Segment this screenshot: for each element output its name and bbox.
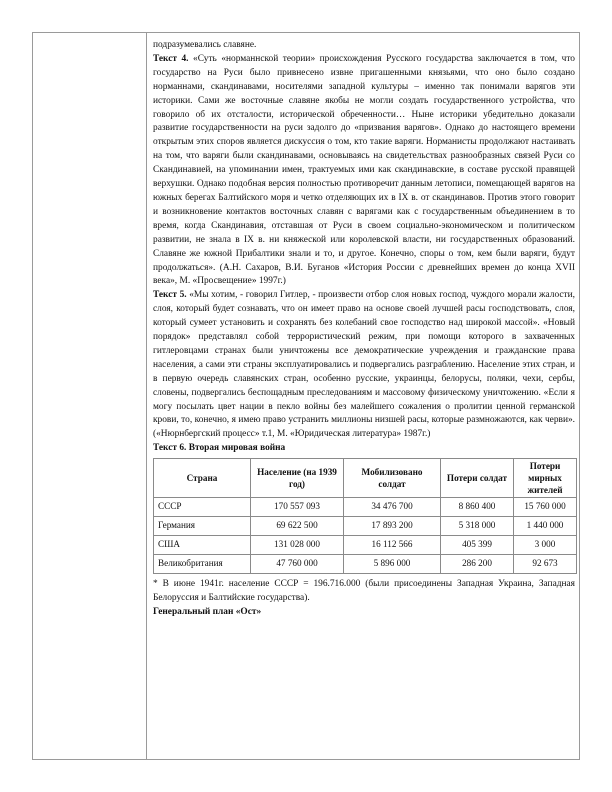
text5-paragraph — [153, 289, 575, 442]
cell-civilian-losses: 1 440 000 — [514, 517, 577, 536]
content-column — [153, 39, 575, 620]
cell-soldier-losses: 8 860 400 — [441, 498, 514, 517]
table-footnote: * В июне 1941г. население СССР = 196.716.000 (были присоединены Западная Украина, Западная Белоруссия и Балтийские государства). — [153, 579, 575, 604]
cell-soldier-losses: 405 399 — [441, 536, 514, 555]
cell-soldier-losses: 5 318 000 — [441, 517, 514, 536]
cell-civilian-losses: 92 673 — [514, 555, 577, 574]
header-population: Население (на 1939 год) — [251, 459, 344, 498]
cell-country: Великобритания — [154, 555, 251, 574]
table-row — [154, 555, 577, 574]
table-row — [154, 536, 577, 555]
text5-label: Текст 5. — [153, 290, 187, 301]
text4-label: Текст 4. — [153, 53, 189, 64]
cell-country: СССР — [154, 498, 251, 517]
left-margin-column — [33, 33, 147, 759]
header-country: Страна — [154, 459, 251, 498]
header-mobilized: Мобилизовано солдат — [344, 459, 441, 498]
cell-mobilized: 5 896 000 — [344, 555, 441, 574]
cell-population: 47 760 000 — [251, 555, 344, 574]
text4-paragraph — [153, 53, 575, 289]
cell-population: 69 622 500 — [251, 517, 344, 536]
text5-body: «Мы хотим, - говорил Гитлер, - произвести отбор слоя новых господ, чуждого морали жалости, слоя, который будет сознавать, что он имеет право на основе своей лучшей расы господствовать, слоя, который сумеет установить и сохранять без колебаний свое господство над широкой массой». «Новый порядок» представлял собой террористический режим, при помощи которого в захваченных гитлеровцами странах были уничтожены все демократические учреждения и гражданские права населения, а сами эти страны эксплуатировались и подвергались разграблению. Население этих стран, и в первую очередь славянских стран, особенно русские, украинцы, белорусы, поляки, чехи, сербы, словены, подвергались беспощадным преследованиям и массовому физическому уничтожению. «Если я могу посылать цвет нации в пекло войны без малейшего сожаления о пролитии ценной германской крови, то, конечно, я имею право устранить миллионы низшей расы, которые размножаются, как черви». («Нюрнбергский процесс» т.1, М. «Юридическая литература» 1987г.) — [153, 290, 575, 440]
cell-mobilized: 34 476 700 — [344, 498, 441, 517]
table-row — [154, 517, 577, 536]
cell-country: США — [154, 536, 251, 555]
cell-soldier-losses: 286 200 — [441, 555, 514, 574]
cell-mobilized: 16 112 566 — [344, 536, 441, 555]
cell-mobilized: 17 893 200 — [344, 517, 441, 536]
cell-civilian-losses: 15 760 000 — [514, 498, 577, 517]
table-header-row — [154, 459, 577, 498]
cell-civilian-losses: 3 000 — [514, 536, 577, 555]
intro-line: подразумевались славяне. — [153, 40, 257, 50]
worksheet-frame — [32, 32, 580, 760]
table-row — [154, 498, 577, 517]
cell-population: 170 557 093 — [251, 498, 344, 517]
text4-body: «Суть «норманнской теории» происхождения Русского государства заключается в том, что государство на Руси было привнесено извне пригашенными князьями, что оно было создано норманнами, скандинавами, носителями западной культуры – именно так понимали варягов эти историки. Сами же восточные славяне якобы не могли создать государственного устройства, что говорило об их отсталости, исторической обреченности… Ныне историки убедительно доказали развитие государственности на руси задолго до «призвания варягов». Однако до настоящего времени открытым этих споров является дискуссия о том, кто такие варяги. Норманисты продолжают настаивать на том, что варяги были скандинавами, основываясь на свидетельствах разнообразных связей Руси со Скандинавией, на упоминании имен, трактуемых ими как скандинавские, в составе русской правящей верхушки. Однако подобная версия полностью противоречит данным летописи, помещающей варягов на южных берегах Балтийского моря и четко отделяющих их в IX в. от скандинавов. Против этого говорит и возникновение контактов восточных славян с варягами как с государственным объединением в то время, когда Скандинавия, отставшая от Руси в своем социально-экономическом и политическом развитии, не знала в IX в. ни княжеской или королевской власти, ни государственных образований. Славяне же южной Прибалтики знали и то, и другое. Конечно, споры о том, кем были варяги, будут продолжаться». (А.Н. Сахаров, В.И. Буганов «История России с древнейших времен до конца XVII века», М. «Просвещение» 1997г.) — [153, 53, 575, 287]
ww2-statistics-table — [153, 458, 577, 574]
header-soldier-losses: Потери солдат — [441, 459, 514, 498]
cell-country: Германия — [154, 517, 251, 536]
cell-population: 131 028 000 — [251, 536, 344, 555]
text6-title: Текст 6. Вторая мировая война — [153, 443, 286, 454]
footer-title: Генеральный план «Ост» — [153, 607, 262, 617]
header-civilian-losses: Потери мирных жителей — [514, 459, 577, 498]
